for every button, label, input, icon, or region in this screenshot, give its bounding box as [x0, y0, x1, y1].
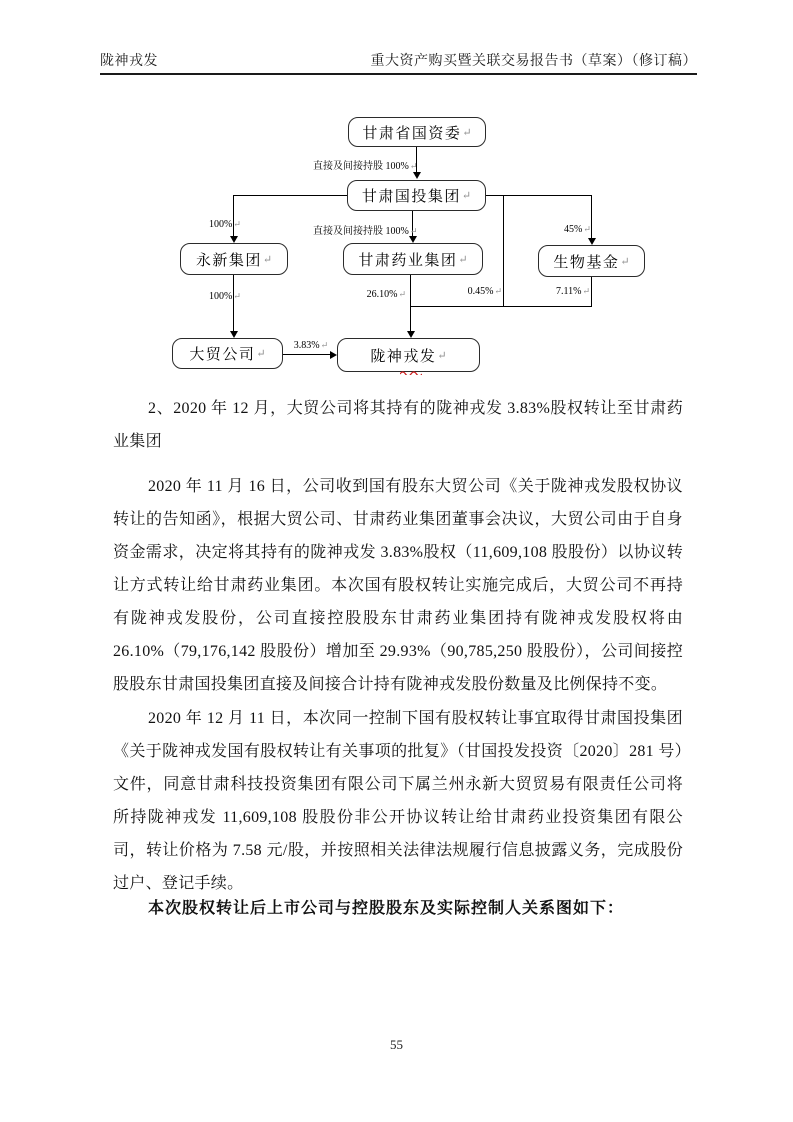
- return-mark: ↵: [461, 190, 472, 202]
- header-right-title: 重大资产购买暨关联交易报告书（草案）（修订稿）: [370, 54, 697, 69]
- diagram-node-yongxin: 永新集团 ↵: [180, 243, 288, 275]
- section-heading: 2、2020 年 12 月，大贸公司将其持有的陇神戎发 3.83%股权转让至甘肃药业集团: [113, 400, 683, 450]
- page-number: 55: [390, 1037, 403, 1052]
- edge-label-guotou-yongxin: 100%↵: [209, 219, 241, 230]
- diagram-node-yaoye: 甘肃药业集团 ↵: [343, 243, 483, 275]
- line-damao-longshen: [283, 354, 330, 355]
- edge-label-yaoye-longshen: 26.10%↵: [366, 289, 406, 300]
- return-mark: ↵: [409, 226, 418, 236]
- diagram-node-guoziwei: 甘肃省国资委 ↵: [348, 117, 486, 147]
- arrowhead-icon: [413, 172, 421, 179]
- paragraph-2: 2020 年 12 月 11 日，本次同一控制下国有股权转让事宜取得甘肃国投集团《关于陇神戎发国有股权转让有关事项的批复》（甘国投发投资〔2020〕281 号）文件，同意甘肃科技投资集团有限公司下属兰州永新大贸贸易有限责任公司将所持陇神戎发 11,609,108 股股份非公开协议转让给甘肃药业投资集团有限公司，转让价格为 7.58 元/股，并按照相关法律法规履行信息披露义务，完成股份过户、登记手续。: [113, 710, 683, 892]
- edge-label-yongxin-damao: 100%↵: [209, 291, 241, 302]
- header-left-title: 陇神戎发: [100, 54, 158, 69]
- edge-label-guotou-shengwu: 45%↵: [564, 224, 591, 235]
- return-mark: ↵: [620, 255, 630, 268]
- return-mark: ↵: [494, 286, 502, 296]
- bold-lead-in-line: 本次股权转让后上市公司与控股股东及实际控制人关系图如下：: [148, 900, 625, 917]
- line-shengwu-down: [591, 277, 592, 306]
- return-mark: ↵: [320, 340, 329, 350]
- arrowhead-icon: [230, 236, 238, 243]
- line-yongxin-damao: [233, 275, 234, 331]
- edge-label-guoziwei-guotou: 直接及间接持股 100%↵: [313, 161, 418, 172]
- diagram-node-shengwu: 生物基金 ↵: [538, 245, 645, 277]
- return-mark: ↵: [458, 253, 468, 266]
- line-guotou-right: [486, 195, 592, 196]
- line-guotou-left: [234, 195, 347, 196]
- arrowhead-icon: [230, 331, 238, 338]
- return-mark: ↵: [256, 348, 266, 360]
- return-mark: ↵: [409, 161, 418, 171]
- arrowhead-icon: [588, 238, 596, 245]
- paragraph-1: 2020 年 11 月 16 日，公司收到国有股东大贸公司《关于陇神戎发股权协议转让的告知函》，根据大贸公司、甘肃药业集团董事会决议，大贸公司由于自身资金需求，决定将其持有的陇神戎发 3.83%股权（11,609,108 股股份）以协议转让方式转让给甘肃药业集团。本次国有股权转让实施完成后，大贸公司不再持有陇神戎发股份，公司直接控股股东甘肃药业集团持有陇神戎发股权将由 26.10%（79,176,142 股股份）增加至 29.93%（90,785,250 股股份），公司间接控股股东甘肃国投集团直接及间接合计持有陇神戎发股份数量及比例保持不变。: [113, 478, 683, 693]
- edge-label-damao-longshen: 3.83%↵: [293, 340, 329, 351]
- return-mark: ↵: [582, 286, 590, 296]
- line-merge-connector: [410, 306, 592, 307]
- arrowhead-icon: [407, 331, 415, 338]
- arrowhead-icon: [330, 351, 337, 359]
- line-guotou-longshen-direct: [503, 195, 504, 306]
- arrowhead-icon: [409, 236, 417, 243]
- return-mark: ↵: [437, 349, 447, 362]
- return-mark: ↵: [233, 291, 241, 301]
- diagram-node-guotou: 甘肃国投集团 ↵: [347, 180, 486, 211]
- return-mark: ↵: [462, 126, 472, 139]
- diagram-node-damao: 大贸公司 ↵: [172, 338, 283, 369]
- line-into-longshen: [410, 306, 411, 331]
- spellcheck-squiggle-icon: [400, 362, 422, 380]
- edge-label-guotou-yaoye: 直接及间接持股 100%↵: [313, 226, 418, 237]
- line-yaoye-down: [410, 275, 411, 306]
- diagram-node-longshen: 陇神戎发 ↵: [337, 338, 480, 372]
- return-mark: ↵: [233, 219, 241, 229]
- return-mark: ↵: [398, 289, 406, 299]
- line-guotou-shengwu: [591, 195, 592, 238]
- page-header: [100, 50, 697, 75]
- edge-label-guotou-longshen: 0.45%↵: [467, 286, 502, 297]
- edge-label-shengwu-longshen: 7.11%↵: [555, 286, 590, 297]
- return-mark: ↵: [262, 253, 273, 266]
- return-mark: ↵: [583, 224, 591, 234]
